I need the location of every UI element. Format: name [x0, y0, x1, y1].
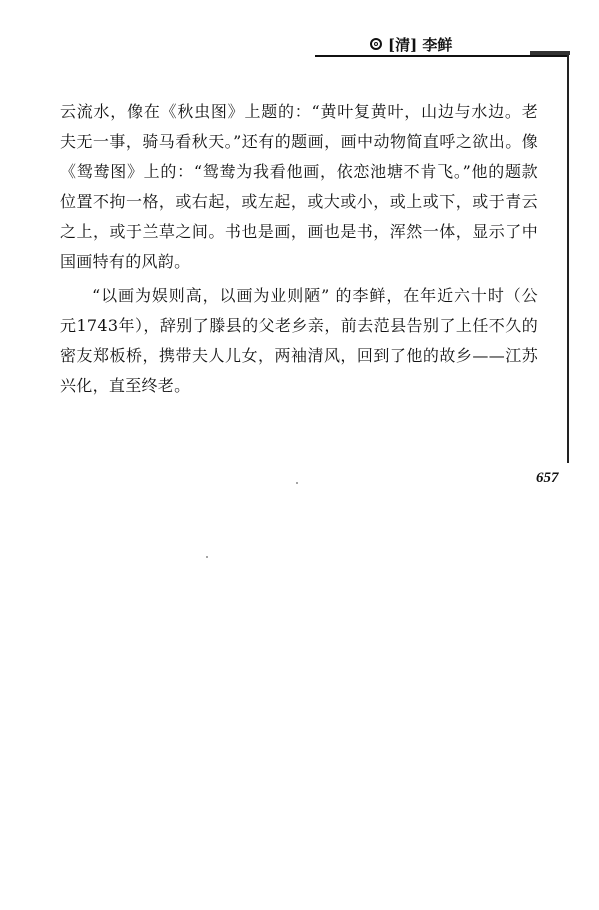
paragraph-2: “以画为娱则高，以画为业则陋” 的李鲜，在年近六十时（公元1743年），辞别了滕县的父老乡亲，前去范县告别了上任不久的密友郑板桥，携带夫人儿女，两袖清风，回到了他的故乡——江苏兴化，直至终老。 — [60, 286, 538, 395]
header-rule-accent — [530, 51, 570, 55]
body-text — [60, 97, 538, 401]
header-rule — [315, 55, 569, 57]
scan-speck — [296, 482, 298, 484]
paragraph-1: 云流水，像在《秋虫图》上题的：“黄叶复黄叶，山边与水边。老夫无一事，骑马看秋天。”还有的题画，画中动物简直呼之欲出。像《鸳鸯图》上的：“鸳鸯为我看他画，依恋池塘不肯飞。”他的题款位置不拘一格，或右起，或左起，或大或小，或上或下，或于青云之上，或于兰草之间。书也是画，画也是书，浑然一体，显示了中国画特有的风韵。 — [60, 102, 538, 271]
page-number: 657 — [536, 470, 559, 486]
scan-speck — [206, 556, 208, 558]
side-rule — [567, 55, 569, 463]
double-circle-icon — [370, 38, 382, 50]
header-title: [清] 李鲜 — [388, 35, 453, 54]
